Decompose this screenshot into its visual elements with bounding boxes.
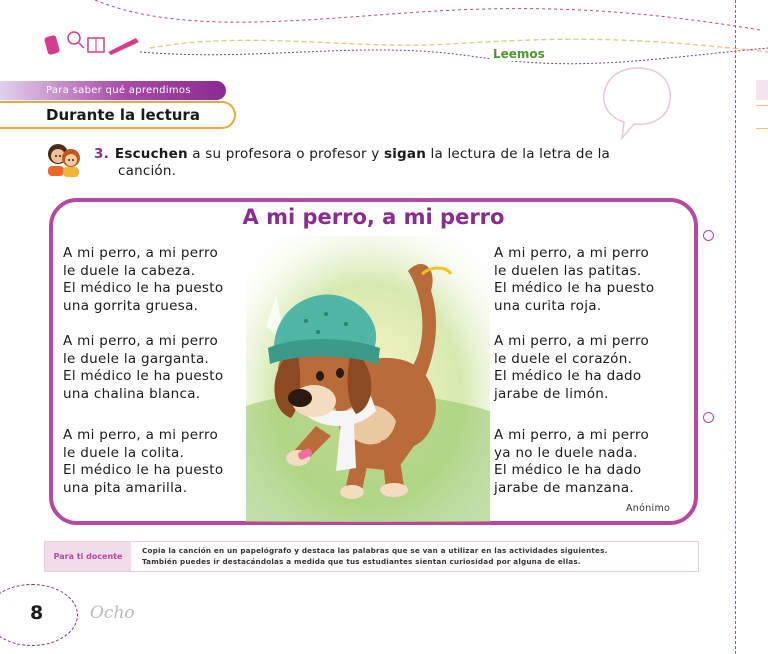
- verse-line: A mi perro, a mi perro: [494, 333, 650, 349]
- teacher-note-label: Para ti docente: [45, 542, 131, 571]
- verse-line: A mi perro, a mi perro: [63, 333, 219, 349]
- verse-line: una chalina blanca.: [63, 385, 201, 402]
- subsection-label: Para saber qué aprendimos: [0, 81, 226, 100]
- school-supplies-icon: [44, 28, 144, 58]
- verse-line: una pita amarilla.: [63, 479, 188, 496]
- page-number: 8: [30, 602, 44, 624]
- instruction-text-continued: canción.: [118, 163, 177, 179]
- verse-line: le duele la garganta.: [63, 350, 210, 367]
- verse-line: El médico le ha puesto: [63, 280, 224, 296]
- page-number-word: Ocho: [90, 603, 135, 623]
- teacher-note-box: [44, 541, 699, 572]
- section-label: Leemos: [490, 47, 548, 61]
- teacher-note-line: También puedes ir destacándolas a medida que tus estudiantes sientan curiosidad por alguna de ellas.: [142, 556, 581, 566]
- stanza-right-1: [494, 245, 654, 315]
- verse-line: El médico le ha puesto: [63, 368, 224, 384]
- binder-ring: [703, 412, 714, 423]
- verse-line: El médico le ha puesto: [63, 462, 224, 478]
- verse-line: le duelen las patitas.: [494, 262, 642, 279]
- stanza-right-2: [494, 333, 649, 403]
- next-page-heading-edge: [756, 105, 768, 129]
- stanza-right-3: [494, 427, 649, 497]
- song-title: A mi perro, a mi perro: [242, 205, 505, 229]
- verse-line: A mi perro, a mi perro: [63, 245, 219, 261]
- section-heading: Durante la lectura: [0, 101, 236, 129]
- instruction-verb-follow: sigan: [383, 146, 427, 162]
- song-author: Anónimo: [626, 503, 671, 514]
- instruction-verb-listen: Escuchen: [114, 146, 188, 162]
- instruction-text-part1: a su profesora o profesor y: [187, 146, 384, 162]
- instruction-text-part2: la lectura de la letra de la: [426, 146, 611, 162]
- verse-line: jarabe de manzana.: [494, 479, 635, 496]
- verse-line: A mi perro, a mi perro: [63, 427, 219, 443]
- verse-line: le duele el corazón.: [494, 350, 633, 367]
- stanza-left-1: [63, 245, 223, 315]
- verse-line: A mi perro, a mi perro: [494, 245, 650, 261]
- teacher-note-text: [142, 546, 692, 567]
- verse-line: A mi perro, a mi perro: [494, 427, 650, 443]
- page-edge-divider: [735, 0, 736, 654]
- verse-line: una curita roja.: [494, 297, 602, 314]
- verse-line: jarabe de limón.: [494, 385, 609, 402]
- teacher-note-line: Copia la canción en un papelógrafo y destaca las palabras que se van a utilizar en las actividades siguientes.: [142, 546, 608, 555]
- dog-illustration: [246, 236, 490, 522]
- verse-line: le duele la cabeza.: [63, 262, 196, 279]
- instruction-number: 3.: [94, 146, 109, 162]
- verse-line: ya no le duele nada.: [494, 444, 638, 461]
- stanza-left-3: [63, 427, 223, 497]
- verse-line: le duele la colita.: [63, 444, 185, 461]
- verse-line: El médico le ha dado: [494, 368, 642, 384]
- verse-line: El médico le ha dado: [494, 462, 642, 478]
- speech-bubble-icon: [600, 62, 675, 142]
- stanza-left-2: [63, 333, 223, 403]
- verse-line: una gorrita gruesa.: [63, 297, 199, 314]
- verse-line: El médico le ha puesto: [494, 280, 655, 296]
- binder-ring: [703, 230, 714, 241]
- instruction-text: [94, 146, 684, 180]
- next-page-tab: [756, 80, 768, 100]
- students-group-icon: [44, 140, 84, 178]
